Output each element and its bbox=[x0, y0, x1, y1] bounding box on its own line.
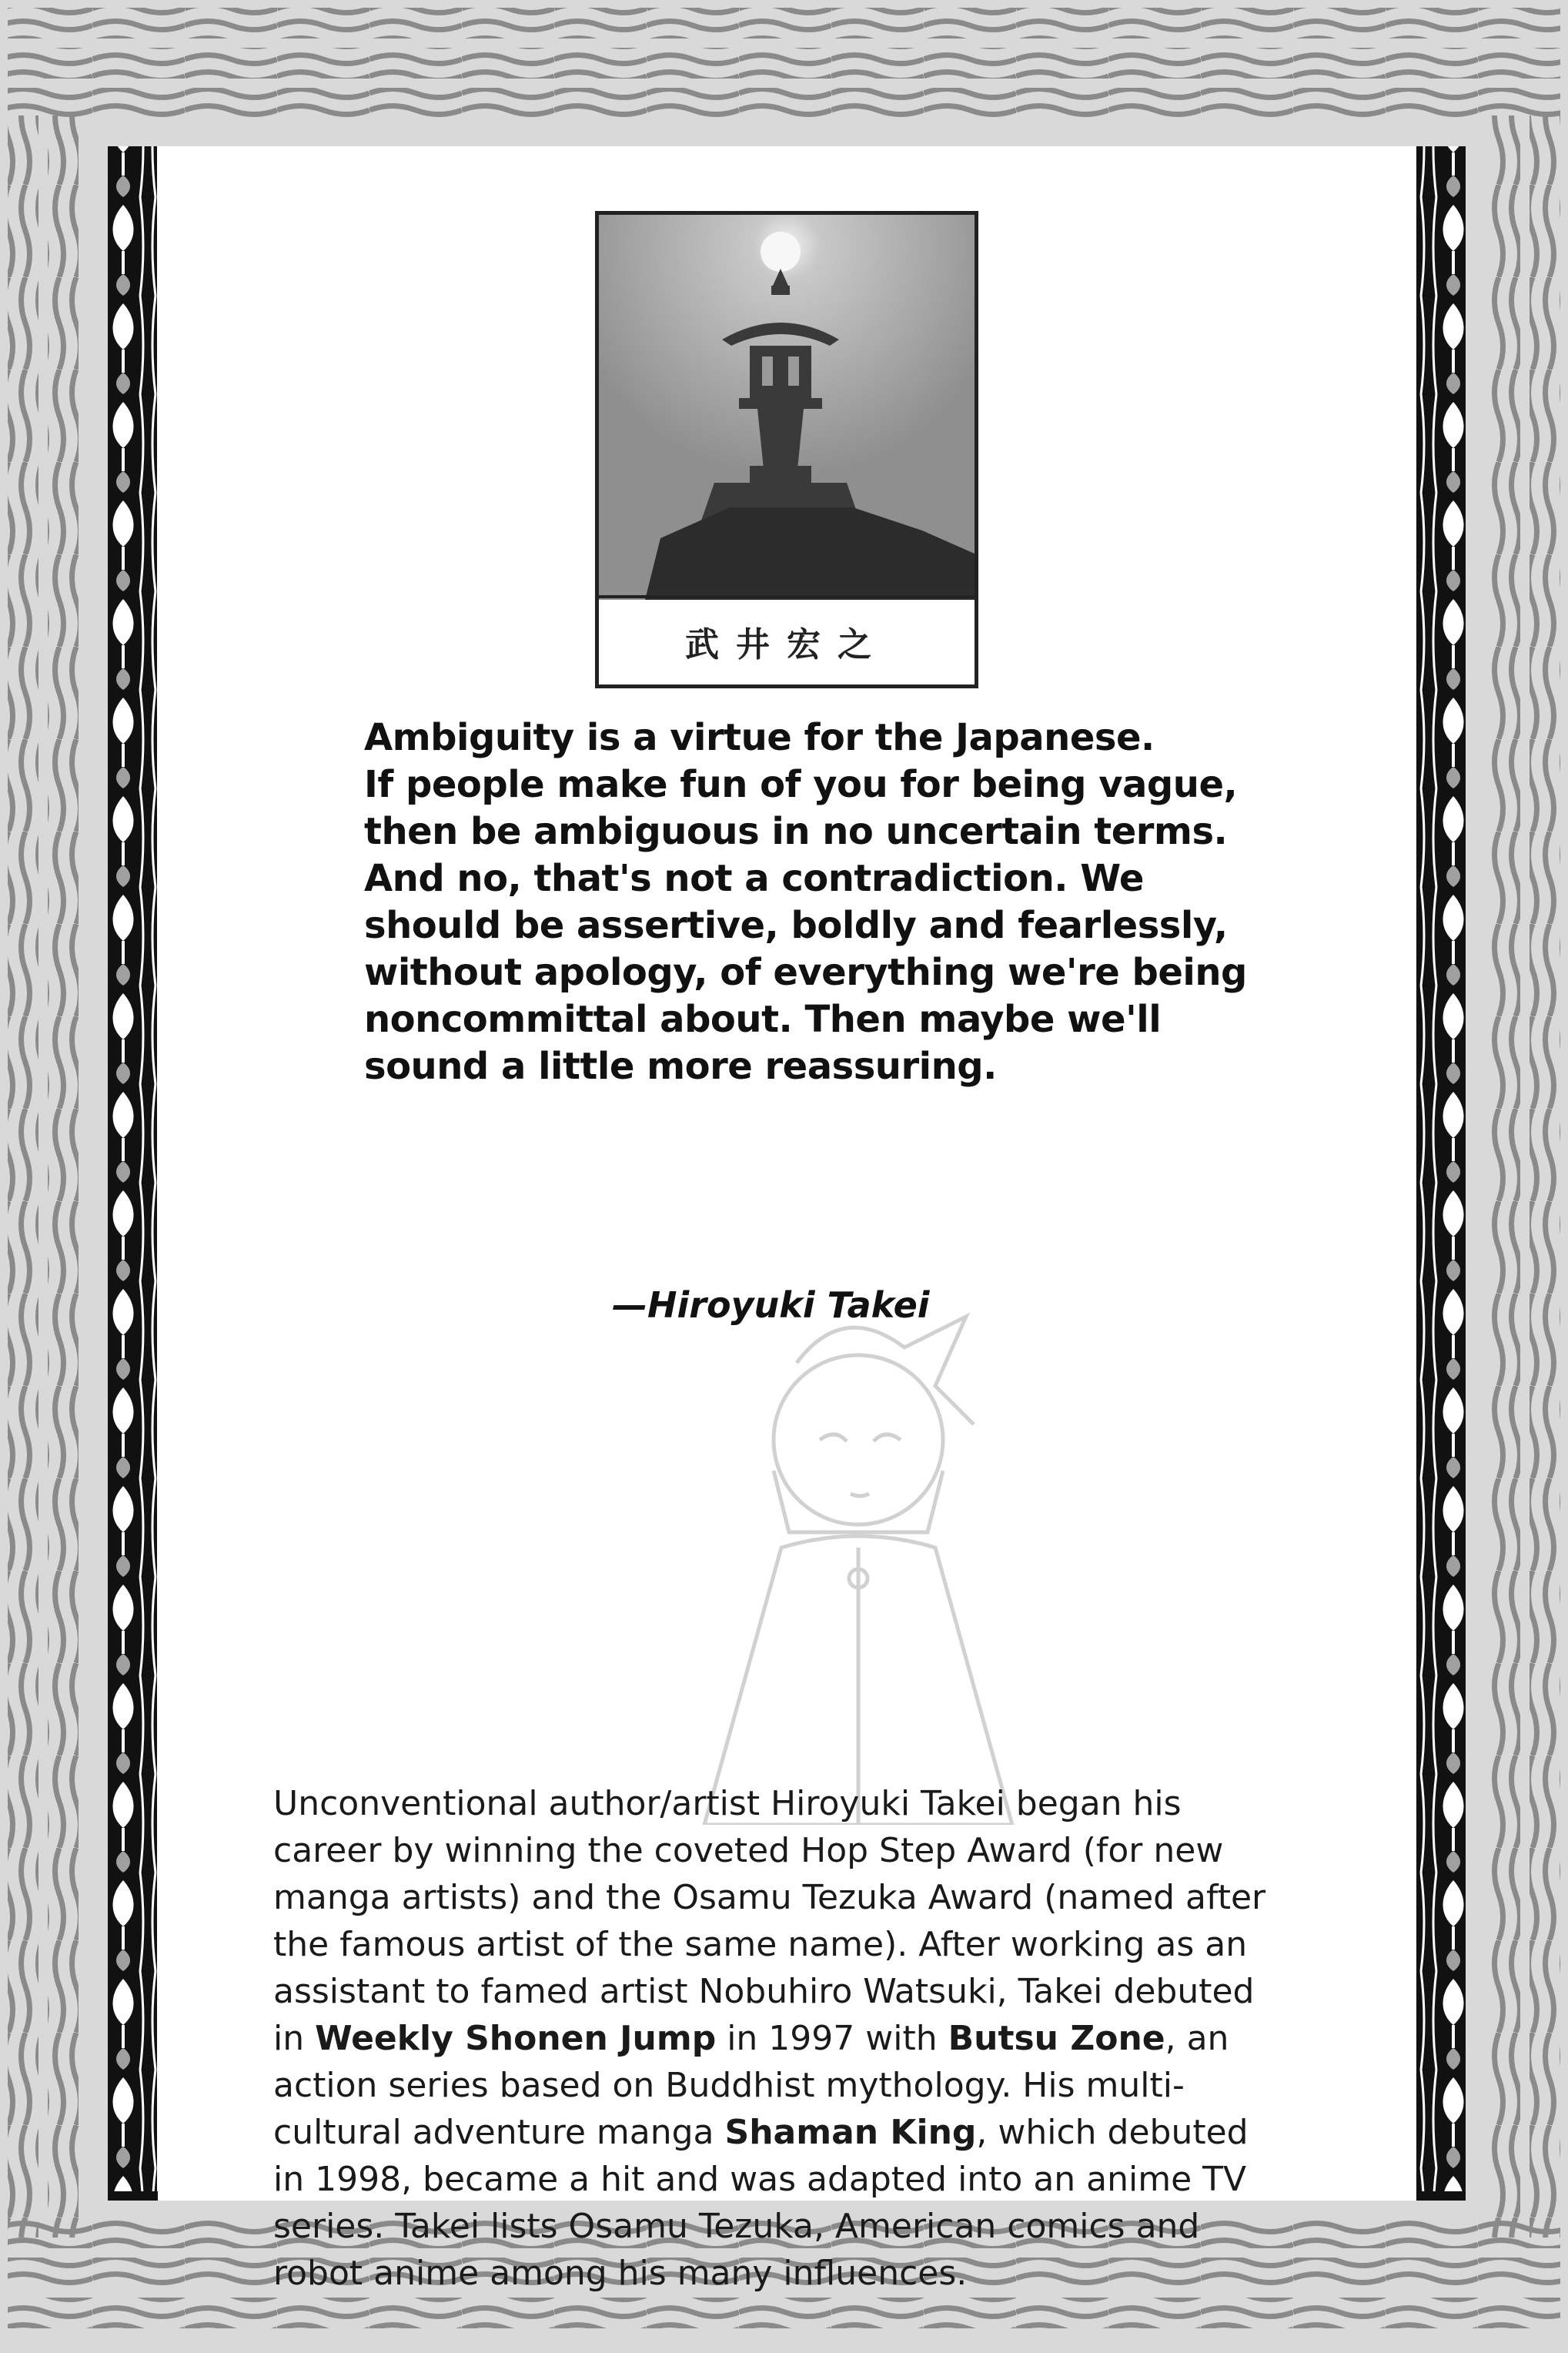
quote-attribution: —Hiroyuki Takei bbox=[612, 1284, 930, 1326]
author-quote bbox=[364, 715, 1249, 1090]
magazine-title: Weekly Shonen Jump bbox=[315, 2019, 717, 2058]
quote-line: sound a little more reassuring. bbox=[364, 1045, 997, 1088]
quote-line: Ambiguity is a virtue for the Japanese. bbox=[364, 716, 1155, 759]
quote-line: And no, that's not a contradiction. We bbox=[364, 857, 1144, 900]
author-photo-frame bbox=[595, 211, 978, 688]
author-biography bbox=[273, 1780, 1366, 2297]
bio-line: robot anime among his many influences. bbox=[273, 2254, 968, 2293]
quote-line: If people make fun of you for being vague, bbox=[364, 763, 1238, 806]
bio-line: Unconventional author/artist Hiroyuki Takei began his bbox=[273, 1784, 1182, 1823]
bio-line bbox=[273, 2109, 1366, 2156]
bio-line: manga artists) and the Osamu Tezuka Award (named after bbox=[273, 1878, 1266, 1917]
bio-line: career by winning the coveted Hop Step Award (for new bbox=[273, 1831, 1224, 1870]
quote-line: noncommittal about. Then maybe we'll bbox=[364, 998, 1162, 1041]
bio-line bbox=[273, 2015, 1366, 2062]
right-vine-column bbox=[1416, 146, 1466, 2201]
left-vine-column bbox=[108, 146, 157, 2201]
bio-line: assistant to famed artist Nobuhiro Watsuki, Takei debuted bbox=[273, 1972, 1255, 2011]
quote-line: then be ambiguous in no uncertain terms. bbox=[364, 810, 1228, 853]
bio-text: in bbox=[273, 2019, 316, 2058]
bio-line: action series based on Buddhist mythology. His multi- bbox=[273, 2066, 1185, 2105]
character-sketch-illustration bbox=[612, 1270, 1089, 1825]
author-name-japanese: 武井宏之 bbox=[599, 595, 975, 684]
bio-text: cultural adventure manga bbox=[273, 2113, 725, 2152]
series-title: Butsu Zone bbox=[948, 2019, 1165, 2058]
quote-line: should be assertive, boldly and fearlessly, bbox=[364, 904, 1228, 947]
bio-line: in 1998, became a hit and was adapted into an anime TV bbox=[273, 2160, 1247, 2199]
bio-text: , an bbox=[1165, 2019, 1229, 2058]
content-panel bbox=[158, 146, 1416, 2293]
series-title: Shaman King bbox=[724, 2113, 977, 2152]
bio-text: in 1997 with bbox=[716, 2019, 948, 2058]
bio-text: , which debuted bbox=[976, 2113, 1249, 2152]
stone-lantern-photo bbox=[599, 215, 975, 600]
bio-line: series. Takei lists Osamu Tezuka, American comics and bbox=[273, 2207, 1200, 2246]
quote-line: without apology, of everything we're being bbox=[364, 951, 1247, 994]
bio-line: the famous artist of the same name). After working as an bbox=[273, 1925, 1248, 1964]
